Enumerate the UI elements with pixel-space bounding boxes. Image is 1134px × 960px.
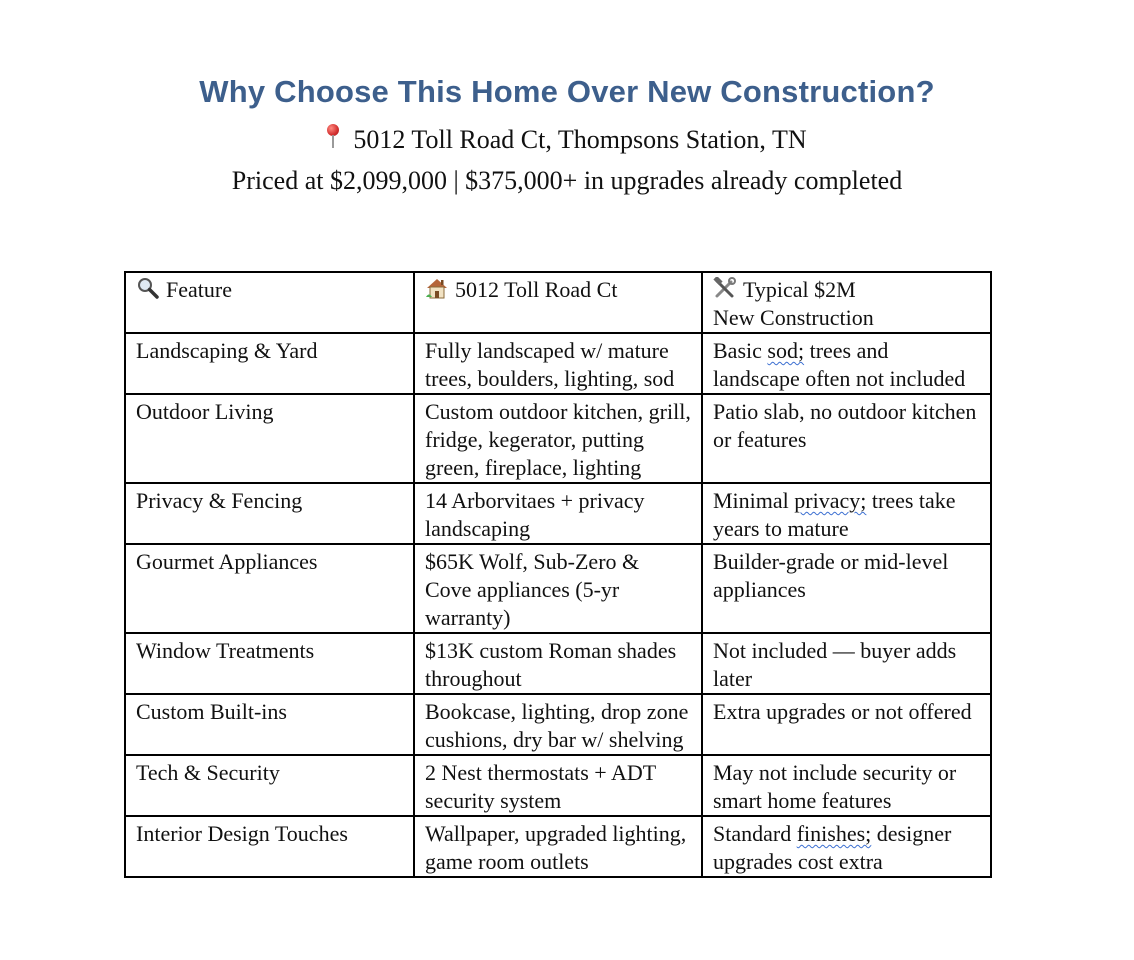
typical-text: Patio slab, no outdoor kitchen or features: [713, 399, 977, 452]
header-typical-label-line1: Typical $2M: [743, 277, 856, 302]
feature-cell: Tech & Security: [125, 755, 414, 816]
typical-cell: [702, 816, 991, 877]
table-row: [125, 394, 991, 483]
typical-cell: [702, 544, 991, 633]
header-feature: [125, 272, 414, 333]
typical-text: May not include security or smart home features: [713, 760, 957, 813]
spellcheck-flagged-word[interactable]: sod;: [767, 338, 805, 363]
table-header-row: [125, 272, 991, 333]
typical-text: Standard: [713, 821, 797, 846]
document-title: Why Choose This Home Over New Construction?: [199, 74, 935, 109]
header-feature-label: Feature: [166, 277, 232, 302]
feature-cell: Custom Built-ins: [125, 694, 414, 755]
home-cell: $13K custom Roman shades throughout: [414, 633, 702, 694]
typical-cell: [702, 483, 991, 544]
header-home: [414, 272, 702, 333]
feature-cell: Interior Design Touches: [125, 816, 414, 877]
home-cell: 14 Arborvitaes + privacy landscaping: [414, 483, 702, 544]
home-cell: Bookcase, lighting, drop zone cushions, dry bar w/ shelving: [414, 694, 702, 755]
home-cell: Custom outdoor kitchen, grill, fridge, kegerator, putting green, fireplace, lighting: [414, 394, 702, 483]
table-row: [125, 816, 991, 877]
house-icon: [425, 277, 449, 299]
table-row: [125, 755, 991, 816]
table-row: [125, 544, 991, 633]
feature-cell: Window Treatments: [125, 633, 414, 694]
home-cell: Wallpaper, upgraded lighting, game room outlets: [414, 816, 702, 877]
home-cell: Fully landscaped w/ mature trees, boulders, lighting, sod: [414, 333, 702, 394]
table-row: [125, 694, 991, 755]
map-pin-icon: [327, 124, 339, 150]
typical-text: Builder-grade or mid-level appliances: [713, 549, 949, 602]
feature-cell: Outdoor Living: [125, 394, 414, 483]
typical-cell: [702, 694, 991, 755]
typical-text: Not included — buyer adds later: [713, 638, 957, 691]
address-text: 5012 Toll Road Ct, Thompsons Station, TN: [353, 125, 807, 154]
typical-cell: [702, 633, 991, 694]
table-row: [125, 333, 991, 394]
typical-text: Minimal: [713, 488, 795, 513]
feature-cell: Landscaping & Yard: [125, 333, 414, 394]
typical-text-rest: trees and landscape often not included: [713, 338, 966, 391]
header-home-label: 5012 Toll Road Ct: [455, 277, 618, 302]
typical-cell: [702, 755, 991, 816]
spellcheck-flagged-word[interactable]: privacy;: [794, 488, 867, 513]
typical-cell: [702, 333, 991, 394]
address-line: [0, 124, 1134, 155]
home-cell: $65K Wolf, Sub-Zero & Cove appliances (5-yr warranty): [414, 544, 702, 633]
magnifying-glass-icon: [136, 277, 160, 299]
tools-icon: [713, 277, 737, 299]
typical-text-rest: trees take years to mature: [713, 488, 956, 541]
feature-cell: Privacy & Fencing: [125, 483, 414, 544]
table-row: [125, 483, 991, 544]
comparison-table: [124, 271, 992, 878]
feature-cell: Gourmet Appliances: [125, 544, 414, 633]
spellcheck-flagged-word[interactable]: finishes;: [796, 821, 872, 846]
typical-text: Basic: [713, 338, 768, 363]
header-typical: [702, 272, 991, 333]
typical-text-rest: designer upgrades cost extra: [713, 821, 952, 874]
home-cell: 2 Nest thermostats + ADT security system: [414, 755, 702, 816]
typical-cell: [702, 394, 991, 483]
typical-text: Extra upgrades or not offered: [713, 699, 972, 724]
header-typical-label-line2: New Construction: [713, 305, 874, 330]
table-row: [125, 633, 991, 694]
price-line: Priced at $2,099,000 | $375,000+ in upgrades already completed: [231, 166, 903, 195]
